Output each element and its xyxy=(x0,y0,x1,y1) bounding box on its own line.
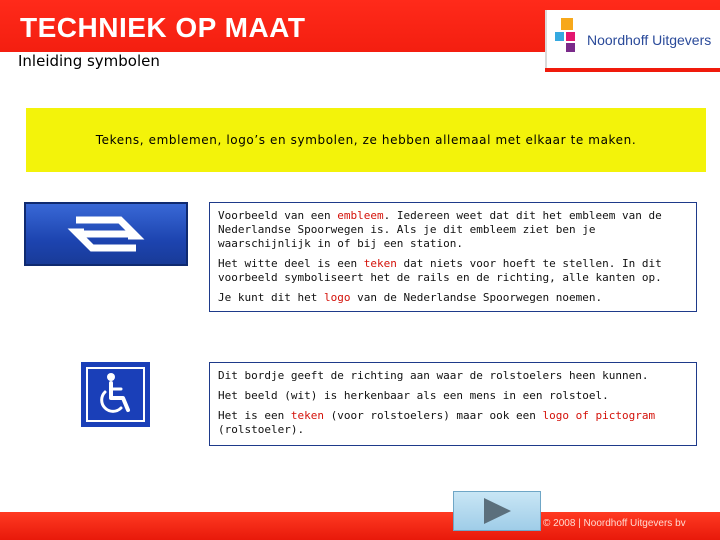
term-embleem: embleem xyxy=(337,209,384,222)
wheelchair-paragraph-1: Dit bordje geeft de richting aan waar de rolstoelers heen kunnen. xyxy=(218,369,649,382)
intro-banner xyxy=(26,108,706,172)
publisher-logo xyxy=(545,10,720,68)
wheelchair-paragraph-2: Het beeld (wit) is herkenbaar als een mens in een rolstoel. xyxy=(218,389,609,402)
publisher-name: Noordhoff Uitgevers xyxy=(587,32,712,48)
intro-text: Tekens, emblemen, logo’s en symbolen, ze hebben allemaal met elkaar te maken. xyxy=(95,133,637,147)
term-teken: teken xyxy=(363,257,397,270)
term-logo-pictogram: logo of pictogram xyxy=(542,409,656,422)
copyright-text: © 2008 | Noordhoff Uitgevers bv xyxy=(543,518,686,529)
next-button[interactable] xyxy=(453,491,541,531)
page-subtitle: Inleiding symbolen xyxy=(18,52,160,70)
emblem-paragraph-3: Je kunt dit het logo van de Nederlandse Spoorwegen noemen. xyxy=(218,291,603,304)
example-wheelchair-text xyxy=(209,362,697,446)
app-title: TECHNIEK OP MAAT xyxy=(20,12,306,43)
emblem-paragraph-1: Voorbeeld van een embleem. Iedereen weet dat dit het embleem van de Nederlandse Spoorwegen is. Als je dit embleem ziet ben je waarschijnlijk in of bij een station. xyxy=(218,209,662,250)
term-teken-rolstoel: teken xyxy=(290,409,324,422)
play-arrow-icon xyxy=(480,496,514,526)
wheelchair-icon xyxy=(81,362,150,427)
example-emblem-text xyxy=(209,202,697,312)
emblem-paragraph-2: Het witte deel is een teken dat niets voor hoeft te stellen. In dit voorbeeld symboliseert het de rails en de richting, alle kanten op. xyxy=(218,257,662,284)
publisher-mark-icon xyxy=(555,18,581,52)
term-logo: logo xyxy=(323,291,351,304)
wheelchair-paragraph-3: Het is een teken (voor rolstoelers) maar ook een logo of pictogram (rolstoeler). xyxy=(218,409,656,436)
ns-logo-icon xyxy=(24,202,188,266)
